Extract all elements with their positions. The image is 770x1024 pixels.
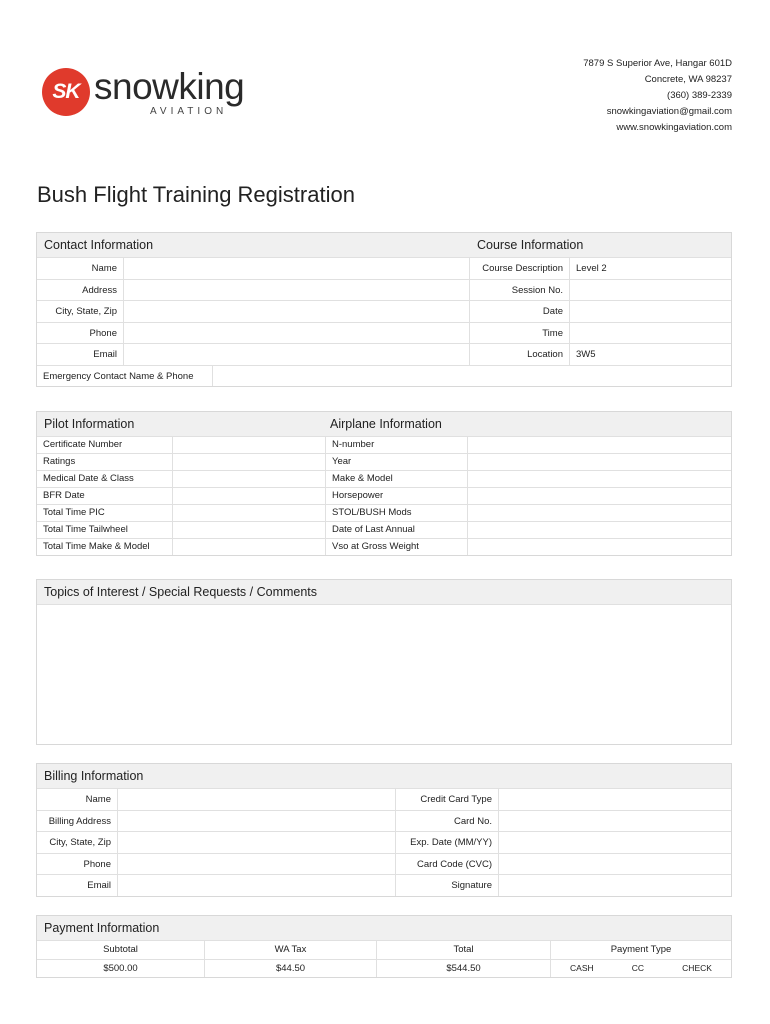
payment-type-options: [551, 960, 731, 977]
comments-textarea[interactable]: [37, 604, 731, 744]
address-city: Concrete, WA 98237: [644, 74, 732, 85]
billing-row: [37, 831, 731, 853]
contact-label: Email: [37, 344, 124, 365]
airplane-label: Year: [326, 454, 468, 470]
airplane-field[interactable]: [468, 454, 731, 470]
contact-row: [37, 343, 731, 365]
contact-row: [37, 300, 731, 322]
card-label: Exp. Date (MM/YY): [396, 832, 499, 853]
billing-label: Name: [37, 789, 118, 810]
logo-wordmark: snowking: [94, 66, 245, 107]
billing-field[interactable]: [118, 854, 396, 875]
pilot-row: [37, 470, 731, 487]
tax-label: WA Tax: [205, 941, 377, 959]
airplane-field[interactable]: [468, 522, 731, 538]
tax-value: $44.50: [205, 960, 377, 977]
airplane-field[interactable]: [468, 471, 731, 487]
airplane-field[interactable]: [468, 539, 731, 555]
address-website[interactable]: www.snowkingaviation.com: [616, 122, 732, 133]
card-field[interactable]: [499, 875, 731, 896]
airplane-label: Make & Model: [326, 471, 468, 487]
card-label: Card No.: [396, 811, 499, 832]
subtotal-value: $500.00: [37, 960, 205, 977]
page-title: Bush Flight Training Registration: [37, 182, 355, 207]
payment-option-cc[interactable]: CC: [631, 963, 645, 973]
pilot-field[interactable]: [173, 488, 326, 504]
pilot-row: [37, 487, 731, 504]
course-value[interactable]: Level 2: [576, 263, 607, 274]
contact-row: [37, 322, 731, 344]
contact-email-field[interactable]: [124, 344, 470, 365]
card-field[interactable]: [499, 832, 731, 853]
card-label: Signature: [396, 875, 499, 896]
contact-label: Address: [37, 280, 124, 301]
pilot-label: Total Time Make & Model: [37, 539, 173, 555]
pilot-label: Medical Date & Class: [37, 471, 173, 487]
payment-option-check[interactable]: CHECK: [682, 963, 712, 973]
pilot-row: [37, 521, 731, 538]
topics-header: Topics of Interest / Special Requests / Comments: [37, 580, 731, 604]
pilot-field[interactable]: [173, 522, 326, 538]
billing-header: Billing Information: [37, 764, 731, 788]
pilot-field[interactable]: [173, 471, 326, 487]
course-value[interactable]: [570, 323, 731, 344]
billing-label: Phone: [37, 854, 118, 875]
logo-subtitle: AVIATION: [150, 106, 228, 117]
contact-city-field[interactable]: [124, 301, 470, 322]
billing-section: [36, 763, 732, 897]
pilot-airplane-header: [37, 412, 731, 436]
billing-row: [37, 788, 731, 810]
pilot-field[interactable]: [173, 539, 326, 555]
contact-label: Name: [37, 258, 124, 279]
payment-type-label: Payment Type: [610, 944, 672, 955]
payment-value-row: [37, 959, 731, 977]
contact-header: Contact Information: [44, 238, 154, 252]
airplane-label: Date of Last Annual: [326, 522, 468, 538]
subtotal-label: Subtotal: [37, 941, 205, 959]
billing-label: Billing Address: [37, 811, 118, 832]
airplane-label: N-number: [326, 437, 468, 453]
pilot-field[interactable]: [173, 454, 326, 470]
topics-section: [36, 579, 732, 745]
pilot-field[interactable]: [173, 437, 326, 453]
billing-row: [37, 853, 731, 875]
pilot-label: Ratings: [37, 454, 173, 470]
pilot-row: [37, 453, 731, 470]
contact-address-field[interactable]: [124, 280, 470, 301]
contact-label: City, State, Zip: [37, 301, 124, 322]
billing-label: City, State, Zip: [37, 832, 118, 853]
contact-label: Phone: [37, 323, 124, 344]
logo-mark: SK: [42, 68, 90, 116]
course-value[interactable]: [570, 301, 731, 322]
company-logo: [42, 66, 272, 122]
pilot-label: Total Time PIC: [37, 505, 173, 521]
total-value: $544.50: [377, 960, 551, 977]
card-field[interactable]: [499, 854, 731, 875]
company-address: [583, 56, 732, 136]
address-street: 7879 S Superior Ave, Hangar 601D: [583, 58, 732, 69]
contact-row: [37, 279, 731, 301]
billing-field[interactable]: [118, 811, 396, 832]
contact-phone-field[interactable]: [124, 323, 470, 344]
contact-course-header: [37, 233, 731, 257]
course-label: Time: [470, 323, 570, 344]
total-label: Total: [377, 941, 551, 959]
payment-header: Payment Information: [37, 916, 731, 940]
course-value[interactable]: 3W5: [576, 349, 596, 360]
airplane-field[interactable]: [468, 488, 731, 504]
billing-field[interactable]: [118, 875, 396, 896]
airplane-header: Airplane Information: [330, 417, 442, 431]
card-label: Credit Card Type: [396, 789, 499, 810]
airplane-field[interactable]: [468, 437, 731, 453]
emergency-field[interactable]: [213, 366, 731, 387]
contact-course-section: [36, 232, 732, 387]
billing-label: Email: [37, 875, 118, 896]
card-field[interactable]: [499, 811, 731, 832]
course-label: Course Description: [470, 258, 570, 279]
pilot-label: BFR Date: [37, 488, 173, 504]
course-value[interactable]: [570, 280, 731, 301]
payment-option-cash[interactable]: CASH: [570, 963, 594, 973]
contact-row: [37, 257, 731, 279]
card-field[interactable]: [499, 789, 731, 810]
payment-section: [36, 915, 732, 978]
billing-field[interactable]: [118, 789, 396, 810]
pilot-row: [37, 538, 731, 555]
airplane-label: STOL/BUSH Mods: [326, 505, 468, 521]
airplane-label: Horsepower: [326, 488, 468, 504]
course-label: Location: [470, 344, 570, 365]
billing-row: [37, 810, 731, 832]
address-phone: (360) 389-2339: [667, 90, 732, 101]
payment-head-row: [37, 940, 731, 959]
address-email[interactable]: snowkingaviation@gmail.com: [606, 106, 732, 117]
pilot-label: Certificate Number: [37, 437, 173, 453]
pilot-row: [37, 436, 731, 453]
airplane-field[interactable]: [468, 505, 731, 521]
pilot-label: Total Time Tailwheel: [37, 522, 173, 538]
pilot-row: [37, 504, 731, 521]
pilot-airplane-section: [36, 411, 732, 556]
emergency-label: Emergency Contact Name & Phone: [37, 366, 213, 387]
pilot-header: Pilot Information: [44, 417, 135, 431]
emergency-row: [37, 365, 731, 387]
airplane-label: Vso at Gross Weight: [326, 539, 468, 555]
card-label: Card Code (CVC): [396, 854, 499, 875]
course-label: Date: [470, 301, 570, 322]
course-header: Course Information: [477, 238, 584, 252]
pilot-field[interactable]: [173, 505, 326, 521]
billing-field[interactable]: [118, 832, 396, 853]
billing-row: [37, 874, 731, 896]
course-label: Session No.: [470, 280, 570, 301]
contact-name-field[interactable]: [124, 258, 470, 279]
